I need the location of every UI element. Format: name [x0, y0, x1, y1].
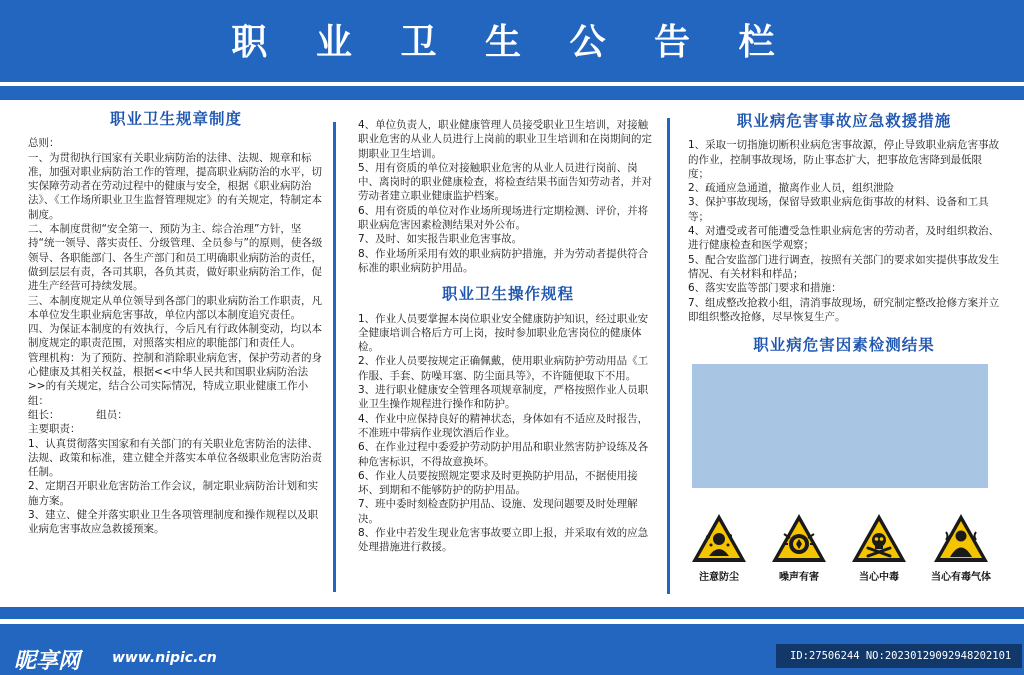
regulations-column [28, 112, 324, 537]
emergency-paragraph: 2、疏通应急通道，撤离作业人员，组织泄险 [688, 182, 895, 195]
duties-paragraph: 7、及时、如实报告职业危害事故。 [358, 233, 523, 246]
regulations-paragraph: 总则： [28, 137, 60, 150]
page-title: 职 业 卫 生 公 告 栏 [231, 22, 793, 63]
watermark-url: www.nipic.cn [112, 650, 217, 666]
noise-warning-icon [770, 512, 828, 564]
duties-paragraph: 8、作业场所采用有效的职业病防护措施，并为劳动者提供符合标准的职业病防护用品。 [358, 247, 649, 274]
header-stripe [0, 86, 1024, 100]
regulations-paragraph: 1、认真贯彻落实国家和有关部门的有关职业危害防治的法律、法规、政策和标准，建立健全并落实本单位各级职业危害防治责任制。 [28, 437, 322, 479]
dust-warning-icon [690, 512, 748, 564]
column-divider [333, 122, 336, 592]
sign-poison [844, 512, 914, 583]
sign-label: 当心有毒气体 [931, 572, 991, 583]
emergency-paragraph: 1、采取一切指施切断积业病危害事故源，停止导致职业病危害事故的作业，控制事故现场，防止事态扩大，把事故危害降到最低限度； [688, 139, 1000, 180]
column-divider [667, 118, 670, 594]
procedures-paragraph: 8、作业中若发生现业危害事故要立即上报，并采取有效的应急处理措施进行救援。 [358, 527, 649, 554]
watermark-id: ID:27506244 NO:20230129092948202101 [776, 644, 1022, 668]
duties-paragraph: 6、用有资质的单位对作业场所现场进行定期检测、评价，并将职业病危害因素检测结果对外公布。 [358, 204, 649, 232]
procedures-paragraph: 6、作业人员要按照规定要求及时更换防护用品，不据使用接坏、到期和不能够防护的防护用品。 [358, 469, 638, 497]
emergency-paragraph: 7、组成整改抢救小组，清消事故现场，研究制定整改抢修方案并立即组织整改抢修，尽早恢复生产。 [688, 296, 1000, 323]
regulations-paragraph: 3、建立、健全并落实职业卫生各项管理制度和操作规程以及职业病危害事故应急救援预案。 [28, 509, 319, 536]
watermark-logo: 昵享网 [14, 649, 81, 674]
sign-noise [764, 512, 834, 583]
procedures-paragraph: 3、进行职业健康安全管理各项规章制度，严格按照作业人员职业卫生操作规程进行操作和防护。 [358, 384, 649, 411]
procedures-paragraph: 1、作业人员要掌握本岗位职业安全健康防护知识，经过职业安全健康培训合格后方可上岗，按时参加职业危害岗位的健康体检。 [358, 312, 649, 354]
regulations-paragraph: 一、为贯彻执行国家有关职业病防治的法律、法规、规章和标准，加强对职业病防治工作的管理，提高职业病防治的水平，切实保障劳动者在劳动过程中的健康与安全，根据《职业病防治法》、《工作场所职业卫生监督管理规定》的有关规定，特制定本制度。 [28, 151, 322, 221]
emergency-paragraph: 6、落实安监等部门要求和措施： [688, 282, 842, 295]
regulations-title: 职业卫生规章制度 [109, 110, 242, 128]
emergency-paragraph: 4、对遭受或者可能遭受急性职业病危害的劳动者，及时组织救治、进行健康检查和医学观察； [688, 225, 1000, 252]
sign-label: 注意防尘 [699, 572, 739, 583]
sign-toxic-gas [926, 512, 996, 583]
regulations-paragraph: 2、定期召开职业危害防治工作会议，制定职业病防治计划和实施方案。 [28, 480, 319, 507]
procedures-column [358, 118, 658, 555]
regulations-paragraph: 二、本制度贯彻“安全第一、预防为主、综合治理”方针，坚持“统一领导、落实责任、分级管理、全员参与”的原则，使各级领导、各职能部门、各生产部门和员工明确职业病防治的责任，做到层层有责，各司其职，各负其责，做好职业病防治工作，促进生产经营可持续发展。 [28, 223, 323, 293]
regulations-paragraph: 管理机构：为了预防、控制和消除职业病危害，保护劳动者的身心健康及其相关权益，根据<<中华人民共和国职业病防治法>>的有关规定，结合公司实际情况，特成立职业健康工作小组： [28, 351, 322, 407]
emergency-title: 职业病危害事故应急救援措施 [736, 112, 952, 130]
regulations-paragraph: 三、本制度规定从单位领导到各部门的职业病防治工作职责，凡本单位发生职业病危害事故，单位内部以本制度追究责任。 [28, 294, 322, 321]
duties-paragraph: 5、用有资质的单位对接触职业危害的从业人员进行岗前、岗中、离岗时的职业健康检查，将检查结果书面告知劳动者，并对劳动者建立职业健康监护档案。 [358, 161, 652, 203]
sign-dust [684, 512, 754, 583]
warning-signs [684, 512, 1000, 592]
poison-warning-icon [850, 512, 908, 564]
sign-label: 当心中毒 [859, 572, 899, 583]
duties-paragraph: 4、单位负责人，职业健康管理人员接受职业卫生培训，对接触职业危害的从业人员进行上岗前的职业卫生培训和在岗期间的定期职业卫生培训。 [358, 119, 652, 160]
detection-results-box [692, 364, 988, 488]
footer-stripe [0, 607, 1024, 619]
regulations-paragraph: 四、为保证本制度的有效执行，今后凡有行政体制变动，均以本制度规定的职责范围，对照落实相应的职能部门和责任人。 [28, 323, 322, 350]
regulations-paragraph: 主要职责： [28, 423, 81, 436]
procedures-paragraph: 6、在作业过程中委爱护劳动防护用品和职业然害防护设练及各种危害标识，不得故意换坏。 [358, 441, 649, 468]
emergency-paragraph: 5、配合安监部门进行调查，按照有关部门的要求如实提供事故发生情况、有关材料和样品； [688, 253, 1000, 280]
emergency-column [688, 114, 1000, 488]
detection-results-title: 职业病危害因素检测结果 [753, 336, 935, 355]
procedures-title: 职业卫生操作规程 [441, 285, 574, 304]
procedures-paragraph: 7、班中委时刻检查防护用品、设施、发现问题要及时处理解决。 [358, 498, 638, 525]
emergency-paragraph: 3、保护事故现场，保留导致职业病危街事故的材料、设备和工具等； [688, 196, 989, 223]
sign-label: 噪声有害 [779, 572, 819, 583]
toxic-gas-warning-icon [932, 512, 990, 564]
procedures-paragraph: 4、作业中应保持良好的精神状态，身体如有不适应及时报告，不准班中带病作业现饮酒后作业。 [358, 412, 649, 439]
regulations-paragraph: 组长： 组员： [28, 408, 128, 421]
procedures-paragraph: 2、作业人员要按规定正确佩戴，使用职业病防护劳动用品《工作服、手套、防噪耳塞、防尘面具等》，不许随便取下不用。 [358, 355, 649, 382]
